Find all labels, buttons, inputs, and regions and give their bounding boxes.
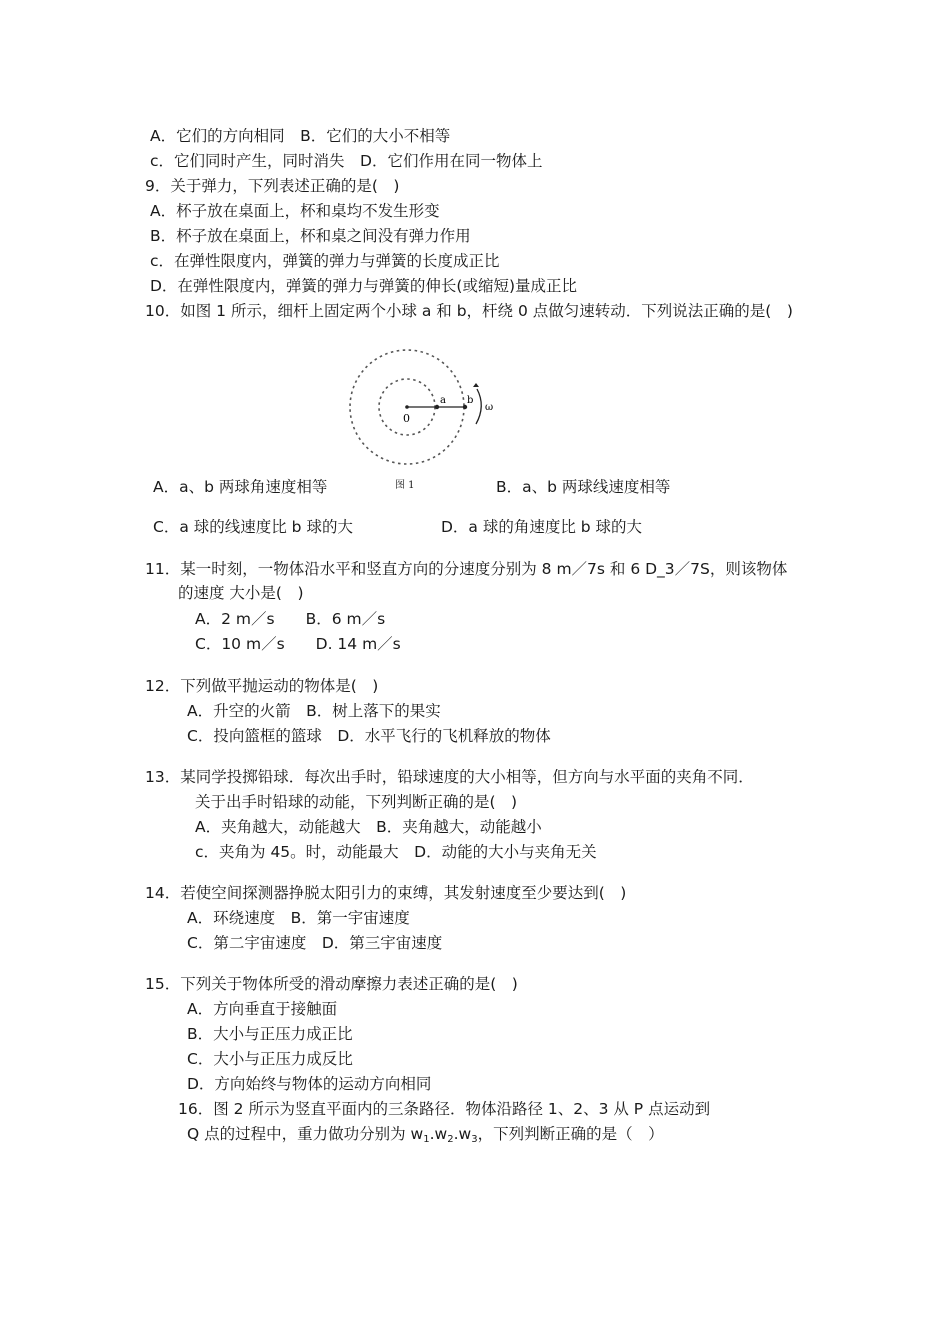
q10-option-c: C．a 球的线速度比 b 球的大 (153, 518, 353, 536)
q15-option-b: B．大小与正压力成正比 (187, 1025, 353, 1043)
q15-option-a: A．方向垂直于接触面 (187, 1000, 338, 1018)
w2-subscript: 2 (447, 1134, 454, 1145)
q9-option-a: A．杯子放在桌面上，杯和桌均不发生形变 (150, 202, 440, 220)
q13-options-cd: c．夹角为 45。时，动能最大 D．动能的大小与夹角无关 (195, 843, 597, 861)
q16-text-post: ，下列判断正确的是（ ） (477, 1125, 664, 1143)
w1-subscript: 1 (423, 1134, 430, 1145)
q13-options-ab: A．夹角越大，动能越大 B．夹角越大，动能越小 (195, 818, 542, 836)
q11-options-cd: C．10 m／s D. 14 m／s (195, 635, 401, 653)
q12-options-cd: C．投向篮框的篮球 D．水平飞行的飞机释放的物体 (187, 727, 551, 745)
q9-option-d: D．在弹性限度内，弹簧的弹力与弹簧的伸长(或缩短)量成正比 (150, 277, 578, 295)
q10-stem: 10．如图 1 所示，细杆上固定两个小球 a 和 b，杆绕 0 点做匀速转动．下列说法正确的是( ) (145, 302, 793, 320)
q11-stem-line2: 的速度 大小是( ) (178, 584, 304, 602)
q13-stem-line1: 13．某同学投掷铅球．每次出手时，铅球速度的大小相等，但方向与水平面的夹角不同． (145, 768, 754, 786)
q16-text-pre: Q 点的过程中，重力做功分别为 w (187, 1125, 424, 1143)
q12-stem: 12．下列做平抛运动的物体是( ) (145, 677, 379, 695)
pivot-point (405, 405, 409, 409)
arrow-head-icon (473, 383, 479, 387)
ball-a (435, 405, 439, 409)
label-omega: ω (485, 402, 494, 413)
q10-option-d: D．a 球的角速度比 b 球的大 (441, 518, 643, 536)
q10-option-a: A．a、b 两球角速度相等 (153, 478, 328, 496)
figure-1-caption: 图 1 (395, 480, 415, 491)
q14-options-ab: A．环绕速度 B．第一宇宙速度 (187, 909, 410, 927)
q13-stem-line2: 关于出手时铅球的动能，下列判断正确的是( ) (195, 793, 518, 811)
q15-option-c: C．大小与正压力成反比 (187, 1050, 353, 1068)
q16-stem-line1: 16．图 2 所示为竖直平面内的三条路径．物体沿路径 1、2、3 从 P 点运动到 (178, 1100, 711, 1118)
q8-options-ab: A．它们的方向相同 B．它们的大小不相等 (150, 127, 451, 145)
q8-options-cd: c．它们同时产生，同时消失 D．它们作用在同一物体上 (150, 152, 543, 170)
w3-subscript: 3 (471, 1134, 478, 1145)
figure-1-rotating-rod (345, 340, 505, 500)
q11-options-ab: A．2 m／s B．6 m／s (195, 610, 386, 628)
q15-option-d: D．方向始终与物体的运动方向相同 (187, 1075, 432, 1093)
q16-text-mid2: .w (453, 1125, 472, 1143)
q9-option-b: B．杯子放在桌面上，杯和桌之间没有弹力作用 (150, 227, 471, 245)
q14-stem: 14．若使空间探测器挣脱太阳引力的束缚，其发射速度至少要达到( ) (145, 884, 627, 902)
label-b: b (467, 395, 474, 406)
q9-stem: 9．关于弹力，下列表述正确的是( ) (145, 177, 400, 195)
q15-stem: 15．下列关于物体所受的滑动摩擦力表述正确的是( ) (145, 975, 518, 993)
q11-stem-line1: 11．某一时刻，一物体沿水平和竖直方向的分速度分别为 8 m／7s 和 6 D_3／7S，则该物体 (145, 560, 788, 578)
label-a: a (440, 395, 446, 406)
q16-text-mid1: .w (429, 1125, 448, 1143)
q14-options-cd: C．第二宇宙速度 D．第三宇宙速度 (187, 934, 443, 952)
q12-options-ab: A．升空的火箭 B．树上落下的果实 (187, 702, 441, 720)
label-o: 0 (403, 412, 410, 425)
q16-stem-line2 (187, 1124, 664, 1147)
q9-option-c: c．在弹性限度内，弹簧的弹力与弹簧的长度成正比 (150, 252, 500, 270)
rotation-arrow-icon (476, 389, 481, 424)
q10-option-b: B．a、b 两球线速度相等 (496, 478, 671, 496)
